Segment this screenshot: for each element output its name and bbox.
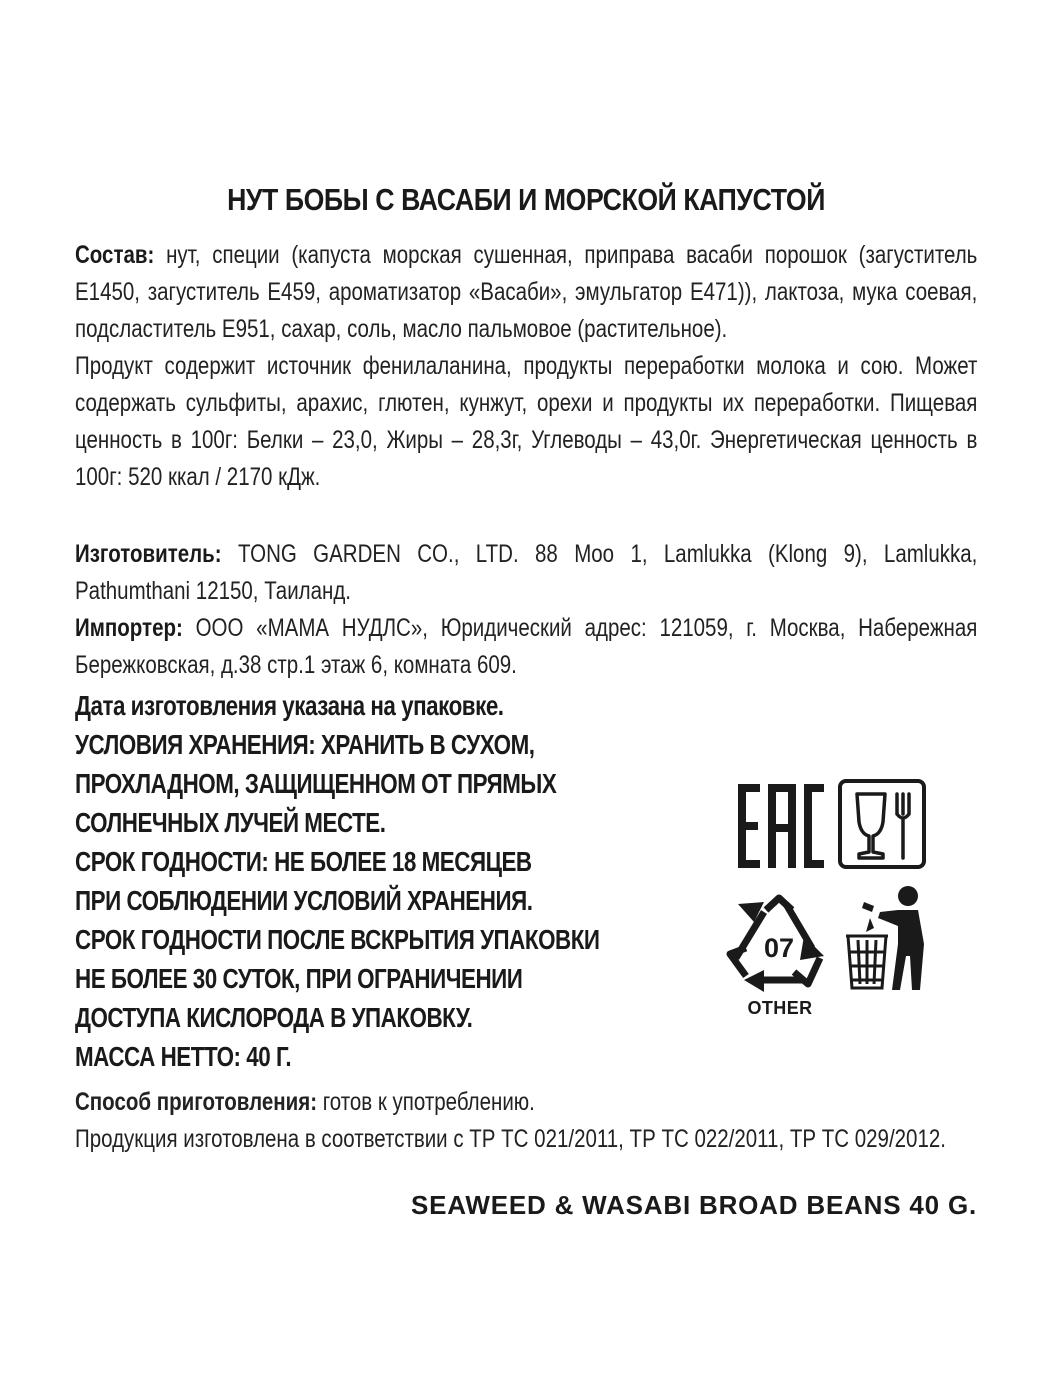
manufacturer-text: TONG GARDEN CO., LTD. 88 Moo 1, Lamlukka (Klong 9), Lamlukka, Pathumthani 12150, Таиланд. — [75, 540, 978, 605]
manufacturer-label: Изготовитель: — [75, 540, 222, 568]
certification-icons — [720, 770, 950, 1030]
condition-line: СРОК ГОДНОСТИ: НЕ БОЛЕЕ 18 МЕСЯЦЕВ — [75, 846, 532, 877]
manufacturer-paragraph — [75, 536, 977, 610]
condition-line: Дата изготовления указана на упаковке. — [75, 690, 504, 721]
manufacturer-section — [75, 536, 977, 610]
condition-line: СОЛНЕЧНЫХ ЛУЧЕЙ МЕСТЕ. — [75, 807, 386, 838]
storage-conditions — [75, 686, 695, 1076]
condition-line: ДОСТУПА КИСЛОРОДА В УПАКОВКУ. — [75, 1002, 473, 1033]
allergens-text: Продукт содержит источник фенилаланина, продукты переработки молока и сою. Может содержать сульфиты, арахис, глютен, кунжут, орехи и продукты их переработки. Пищевая ценность в 100г: Белки – 23,0, Жиры – 28,3г, Углеводы – 43,0г. Энергетическая ценность в 100г: 520 ккал / 2170 кДж. — [75, 352, 978, 491]
condition-line: УСЛОВИЯ ХРАНЕНИЯ: ХРАНИТЬ В СУХОМ, — [75, 729, 535, 760]
recycle-code: 07 — [763, 933, 795, 963]
composition-label: Состав: — [75, 241, 155, 269]
condition-line: НЕ БОЛЕЕ 30 СУТОК, ПРИ ОГРАНИЧЕНИИ — [75, 963, 523, 994]
importer-label: Импортер: — [75, 614, 183, 642]
importer-text: ООО «МАМА НУДЛС», Юридический адрес: 121059, г. Москва, Набережная Бережковская, д.38 стр.1 этаж 6, комната 609. — [75, 614, 978, 679]
condition-line: ПРОХЛАДНОМ, ЗАЩИЩЕННОМ ОТ ПРЯМЫХ — [75, 768, 557, 799]
condition-line: ПРИ СОБЛЮДЕНИИ УСЛОВИЙ ХРАНЕНИЯ. — [75, 885, 533, 916]
tidyman-icon — [844, 884, 928, 994]
product-title: НУТ БОБЫ С ВАСАБИ И МОРСКОЙ КАПУСТОЙ — [227, 182, 825, 217]
condition-line: МАССА НЕТТО: 40 Г. — [75, 1041, 292, 1072]
english-product-name: SEAWEED & WASABI BROAD BEANS 40 G. — [410, 1190, 977, 1220]
importer-paragraph — [75, 610, 977, 684]
importer-section — [75, 610, 977, 684]
glass-fork-icon — [837, 778, 927, 870]
condition-line: СРОК ГОДНОСТИ ПОСЛЕ ВСКРЫТИЯ УПАКОВКИ — [75, 924, 600, 955]
preparation-label: Способ приготовления: — [75, 1088, 318, 1116]
composition-text: нут, специи (капуста морская сушенная, приправа васаби порошок (загуститель Е1450, загуститель Е459, ароматизатор «Васаби», эмульгатор Е471)), лактоза, мука соевая, подсластитель Е951, сахар, соль, масло пальмовое (растительное). — [75, 241, 978, 343]
conformity-section — [75, 1121, 977, 1157]
recycle-label: OTHER — [747, 998, 813, 1018]
preparation-paragraph — [75, 1084, 535, 1121]
composition-paragraph — [75, 237, 977, 496]
preparation-section — [75, 1084, 977, 1121]
eac-icon — [736, 782, 826, 870]
composition-section — [75, 237, 977, 496]
conformity-text: Продукция изготовлена в соответствии с ТР ТС 021/2011, ТР ТС 022/2011, ТР ТС 029/2012. — [75, 1125, 946, 1153]
preparation-text: готов к употреблению. — [317, 1088, 535, 1116]
